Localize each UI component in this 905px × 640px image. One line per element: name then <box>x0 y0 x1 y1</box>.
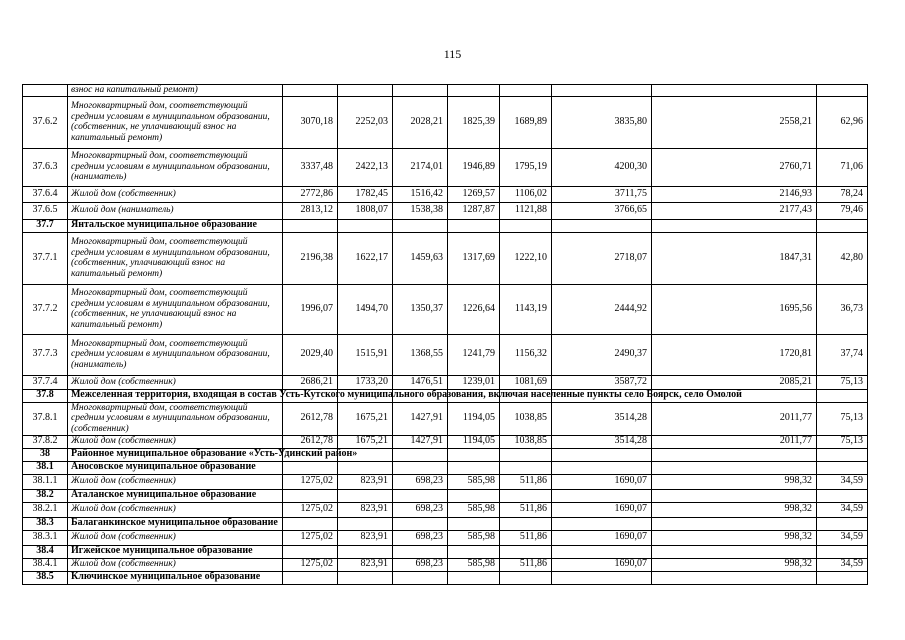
value-cell: 2174,01 <box>393 148 448 186</box>
table-row <box>23 461 868 474</box>
value-cell: 3711,75 <box>552 186 652 202</box>
value-cell <box>817 219 868 232</box>
value-cell <box>817 517 868 530</box>
value-cell: 1795,19 <box>500 148 552 186</box>
value-cell: 1194,05 <box>448 402 500 435</box>
table-row <box>23 571 868 584</box>
value-cell: 2444,92 <box>552 284 652 334</box>
value-cell: 2813,12 <box>283 202 338 219</box>
value-cell <box>552 448 652 461</box>
value-cell: 1275,02 <box>283 474 338 489</box>
table-row <box>23 435 868 448</box>
value-cell: 1720,81 <box>652 334 817 375</box>
value-cell: 3337,48 <box>283 148 338 186</box>
value-cell <box>283 489 338 502</box>
row-description: Жилой дом (собственник) <box>68 186 283 202</box>
value-cell: 2422,13 <box>338 148 393 186</box>
value-cell: 1194,05 <box>448 435 500 448</box>
value-cell <box>552 461 652 474</box>
table-row <box>23 85 868 97</box>
value-cell: 2718,07 <box>552 232 652 284</box>
section-title: Межселенная территория, входящая в состав Усть-Кутского муниципального образования, включая населенные пункты село Боярск, село Омолой <box>68 389 283 402</box>
value-cell: 42,80 <box>817 232 868 284</box>
value-cell <box>817 571 868 584</box>
row-code: 38.2.1 <box>23 502 68 517</box>
value-cell: 1675,21 <box>338 435 393 448</box>
value-cell: 1269,57 <box>448 186 500 202</box>
row-code-cell <box>23 85 68 97</box>
value-cell: 1081,69 <box>500 375 552 389</box>
value-cell: 34,59 <box>817 474 868 489</box>
section-title: Ключинское муниципальное образование <box>68 571 283 584</box>
value-cell: 1808,07 <box>338 202 393 219</box>
value-cell: 698,23 <box>393 558 448 571</box>
value-cell: 1689,89 <box>500 96 552 148</box>
section-title: Игжейское муниципальное образование <box>68 545 283 558</box>
value-cell: 998,32 <box>652 502 817 517</box>
page-number: 115 <box>443 47 462 61</box>
value-cell: 2490,37 <box>552 334 652 375</box>
value-cell: 1622,17 <box>338 232 393 284</box>
value-cell: 511,86 <box>500 502 552 517</box>
value-cell <box>283 571 338 584</box>
value-cell: 823,91 <box>338 502 393 517</box>
row-description: Многоквартирный дом, соответствующий средним условиям в муниципальном образовании, (наниматель) <box>68 148 283 186</box>
value-cell <box>283 219 338 232</box>
table-row <box>23 375 868 389</box>
section-code: 38.2 <box>23 489 68 502</box>
table-row <box>23 402 868 435</box>
value-cell: 1690,07 <box>552 474 652 489</box>
section-title: Районное муниципальное образование «Усть-Удинский район» <box>68 448 283 461</box>
value-cell: 2760,71 <box>652 148 817 186</box>
value-cell <box>500 448 552 461</box>
value-cell: 1946,89 <box>448 148 500 186</box>
value-cell <box>393 219 448 232</box>
value-cell: 1538,38 <box>393 202 448 219</box>
row-description: Жилой дом (собственник) <box>68 375 283 389</box>
value-cell <box>283 517 338 530</box>
table-row <box>23 219 868 232</box>
value-cell: 2029,40 <box>283 334 338 375</box>
value-cell <box>393 571 448 584</box>
value-cell: 2028,21 <box>393 96 448 148</box>
value-cell: 3766,65 <box>552 202 652 219</box>
value-cell <box>652 489 817 502</box>
table-row <box>23 558 868 571</box>
value-cell <box>652 571 817 584</box>
value-cell: 37,74 <box>817 334 868 375</box>
value-cell: 2146,93 <box>652 186 817 202</box>
value-cell: 34,59 <box>817 558 868 571</box>
value-cell: 78,24 <box>817 186 868 202</box>
value-cell: 1996,07 <box>283 284 338 334</box>
value-cell <box>283 545 338 558</box>
value-cell <box>338 571 393 584</box>
value-cell: 1690,07 <box>552 530 652 545</box>
value-cell <box>817 448 868 461</box>
value-cell <box>817 85 868 97</box>
value-cell: 698,23 <box>393 530 448 545</box>
value-cell <box>500 571 552 584</box>
value-cell <box>283 461 338 474</box>
value-cell: 998,32 <box>652 530 817 545</box>
table-row <box>23 334 868 375</box>
row-description: Жилой дом (собственник) <box>68 530 283 545</box>
value-cell: 1287,87 <box>448 202 500 219</box>
value-cell <box>393 489 448 502</box>
value-cell: 1368,55 <box>393 334 448 375</box>
row-description: Жилой дом (собственник) <box>68 435 283 448</box>
value-cell: 585,98 <box>448 530 500 545</box>
value-cell: 1476,51 <box>393 375 448 389</box>
row-code: 37.8.2 <box>23 435 68 448</box>
value-cell <box>338 517 393 530</box>
value-cell: 4200,30 <box>552 148 652 186</box>
value-cell <box>338 219 393 232</box>
value-cell <box>393 545 448 558</box>
value-cell: 2252,03 <box>338 96 393 148</box>
table-row <box>23 474 868 489</box>
value-cell <box>283 85 338 97</box>
table-row <box>23 202 868 219</box>
value-cell <box>552 571 652 584</box>
section-title: Балаганкинское муниципальное образование <box>68 517 283 530</box>
value-cell: 1106,02 <box>500 186 552 202</box>
value-cell: 34,59 <box>817 502 868 517</box>
value-cell <box>500 461 552 474</box>
value-cell: 1038,85 <box>500 402 552 435</box>
row-code: 37.7.1 <box>23 232 68 284</box>
value-cell: 71,06 <box>817 148 868 186</box>
table-row <box>23 96 868 148</box>
table-row <box>23 148 868 186</box>
row-description: Жилой дом (собственник) <box>68 502 283 517</box>
value-cell: 511,86 <box>500 474 552 489</box>
value-cell: 2177,43 <box>652 202 817 219</box>
section-code: 37.7 <box>23 219 68 232</box>
value-cell <box>448 85 500 97</box>
value-cell: 2772,86 <box>283 186 338 202</box>
value-cell: 1516,42 <box>393 186 448 202</box>
row-description: Жилой дом (наниматель) <box>68 202 283 219</box>
value-cell <box>338 461 393 474</box>
row-code: 37.7.4 <box>23 375 68 389</box>
row-description: Многоквартирный дом, соответствующий средним условиям в муниципальном образовании, (собственник, не уплачивающий взнос на капитальный ремонт) <box>68 96 283 148</box>
section-code: 38.1 <box>23 461 68 474</box>
value-cell: 1275,02 <box>283 530 338 545</box>
value-cell <box>552 85 652 97</box>
value-cell <box>448 461 500 474</box>
value-cell: 3514,28 <box>552 402 652 435</box>
value-cell: 1427,91 <box>393 435 448 448</box>
value-cell: 3514,28 <box>552 435 652 448</box>
value-cell: 1515,91 <box>338 334 393 375</box>
value-cell <box>338 545 393 558</box>
row-code: 37.8.1 <box>23 402 68 435</box>
table-row <box>23 545 868 558</box>
table-row <box>23 517 868 530</box>
row-description: Многоквартирный дом, соответствующий средним условиям в муниципальном образовании, (собственник, уплачивающий взнос на капитальный ремонт) <box>68 232 283 284</box>
value-cell <box>652 461 817 474</box>
value-cell: 585,98 <box>448 502 500 517</box>
value-cell <box>448 219 500 232</box>
value-cell <box>393 517 448 530</box>
value-cell: 1317,69 <box>448 232 500 284</box>
value-cell <box>338 489 393 502</box>
value-cell: 998,32 <box>652 558 817 571</box>
section-title: Аносовское муниципальное образование <box>68 461 283 474</box>
section-code: 38.5 <box>23 571 68 584</box>
value-cell: 1695,56 <box>652 284 817 334</box>
value-cell: 3835,80 <box>552 96 652 148</box>
table-row <box>23 186 868 202</box>
value-cell <box>500 85 552 97</box>
value-cell <box>652 219 817 232</box>
value-cell: 1038,85 <box>500 435 552 448</box>
row-code: 38.3.1 <box>23 530 68 545</box>
section-code: 37.8 <box>23 389 68 402</box>
value-cell: 1241,79 <box>448 334 500 375</box>
value-cell: 823,91 <box>338 474 393 489</box>
value-cell: 1494,70 <box>338 284 393 334</box>
value-cell <box>500 545 552 558</box>
row-description: Жилой дом (собственник) <box>68 474 283 489</box>
value-cell: 2011,77 <box>652 402 817 435</box>
table-row <box>23 489 868 502</box>
row-code: 37.6.2 <box>23 96 68 148</box>
value-cell: 2612,78 <box>283 402 338 435</box>
value-cell: 2196,38 <box>283 232 338 284</box>
value-cell <box>817 461 868 474</box>
value-cell <box>652 85 817 97</box>
table-row <box>23 530 868 545</box>
row-code: 37.6.4 <box>23 186 68 202</box>
value-cell: 75,13 <box>817 435 868 448</box>
value-cell <box>652 517 817 530</box>
value-cell <box>652 545 817 558</box>
value-cell <box>500 517 552 530</box>
value-cell: 585,98 <box>448 558 500 571</box>
row-code: 37.7.2 <box>23 284 68 334</box>
value-cell: 585,98 <box>448 474 500 489</box>
value-cell: 79,46 <box>817 202 868 219</box>
value-cell: 1825,39 <box>448 96 500 148</box>
value-cell: 1459,63 <box>393 232 448 284</box>
row-code: 37.7.3 <box>23 334 68 375</box>
value-cell: 1782,45 <box>338 186 393 202</box>
value-cell: 36,73 <box>817 284 868 334</box>
value-cell: 1675,21 <box>338 402 393 435</box>
value-cell <box>338 85 393 97</box>
value-cell <box>817 389 868 402</box>
value-cell <box>552 517 652 530</box>
section-title: Аталанское муниципальное образование <box>68 489 283 502</box>
value-cell: 998,32 <box>652 474 817 489</box>
value-cell: 75,13 <box>817 402 868 435</box>
value-cell <box>393 448 448 461</box>
value-cell: 75,13 <box>817 375 868 389</box>
row-description: взнос на капитальный ремонт) <box>68 85 283 97</box>
value-cell <box>817 489 868 502</box>
value-cell <box>448 489 500 502</box>
value-cell: 1275,02 <box>283 502 338 517</box>
value-cell: 1121,88 <box>500 202 552 219</box>
section-code: 38 <box>23 448 68 461</box>
table-row <box>23 232 868 284</box>
table-row <box>23 502 868 517</box>
value-cell: 511,86 <box>500 530 552 545</box>
value-cell: 511,86 <box>500 558 552 571</box>
value-cell: 1350,37 <box>393 284 448 334</box>
value-cell: 823,91 <box>338 530 393 545</box>
value-cell: 698,23 <box>393 474 448 489</box>
value-cell: 698,23 <box>393 502 448 517</box>
value-cell: 2558,21 <box>652 96 817 148</box>
row-code: 38.4.1 <box>23 558 68 571</box>
value-cell: 1156,32 <box>500 334 552 375</box>
value-cell: 62,96 <box>817 96 868 148</box>
value-cell: 1275,02 <box>283 558 338 571</box>
value-cell <box>393 85 448 97</box>
table-row <box>23 448 868 461</box>
value-cell: 1143,19 <box>500 284 552 334</box>
value-cell <box>552 545 652 558</box>
value-cell <box>552 219 652 232</box>
row-description: Жилой дом (собственник) <box>68 558 283 571</box>
value-cell <box>448 448 500 461</box>
section-code: 38.3 <box>23 517 68 530</box>
value-cell: 2011,77 <box>652 435 817 448</box>
value-cell: 34,59 <box>817 530 868 545</box>
value-cell: 2085,21 <box>652 375 817 389</box>
value-cell <box>448 517 500 530</box>
value-cell: 1239,01 <box>448 375 500 389</box>
value-cell <box>652 448 817 461</box>
value-cell: 3070,18 <box>283 96 338 148</box>
tariff-table <box>22 84 868 585</box>
value-cell: 1222,10 <box>500 232 552 284</box>
value-cell: 2686,21 <box>283 375 338 389</box>
row-code: 37.6.5 <box>23 202 68 219</box>
value-cell <box>448 545 500 558</box>
row-description: Многоквартирный дом, соответствующий средним условиям в муниципальном образовании, (собственник, не уплачивающий взнос на капитальный ремонт) <box>68 284 283 334</box>
value-cell <box>393 461 448 474</box>
section-title: Янтальское муниципальное образование <box>68 219 283 232</box>
row-code: 38.1.1 <box>23 474 68 489</box>
value-cell: 1226,64 <box>448 284 500 334</box>
value-cell: 2612,78 <box>283 435 338 448</box>
value-cell <box>500 489 552 502</box>
value-cell: 1427,91 <box>393 402 448 435</box>
value-cell: 823,91 <box>338 558 393 571</box>
value-cell: 1847,31 <box>652 232 817 284</box>
value-cell <box>500 219 552 232</box>
value-cell <box>817 545 868 558</box>
value-cell: 3587,72 <box>552 375 652 389</box>
table-row <box>23 284 868 334</box>
value-cell: 1733,20 <box>338 375 393 389</box>
row-code: 37.6.3 <box>23 148 68 186</box>
value-cell <box>448 571 500 584</box>
value-cell: 1690,07 <box>552 502 652 517</box>
value-cell <box>552 489 652 502</box>
section-code: 38.4 <box>23 545 68 558</box>
value-cell: 1690,07 <box>552 558 652 571</box>
table-row <box>23 389 868 402</box>
row-description: Многоквартирный дом, соответствующий средним условиям в муниципальном образовании, (собственник) <box>68 402 283 435</box>
row-description: Многоквартирный дом, соответствующий средним условиям в муниципальном образовании, (наниматель) <box>68 334 283 375</box>
